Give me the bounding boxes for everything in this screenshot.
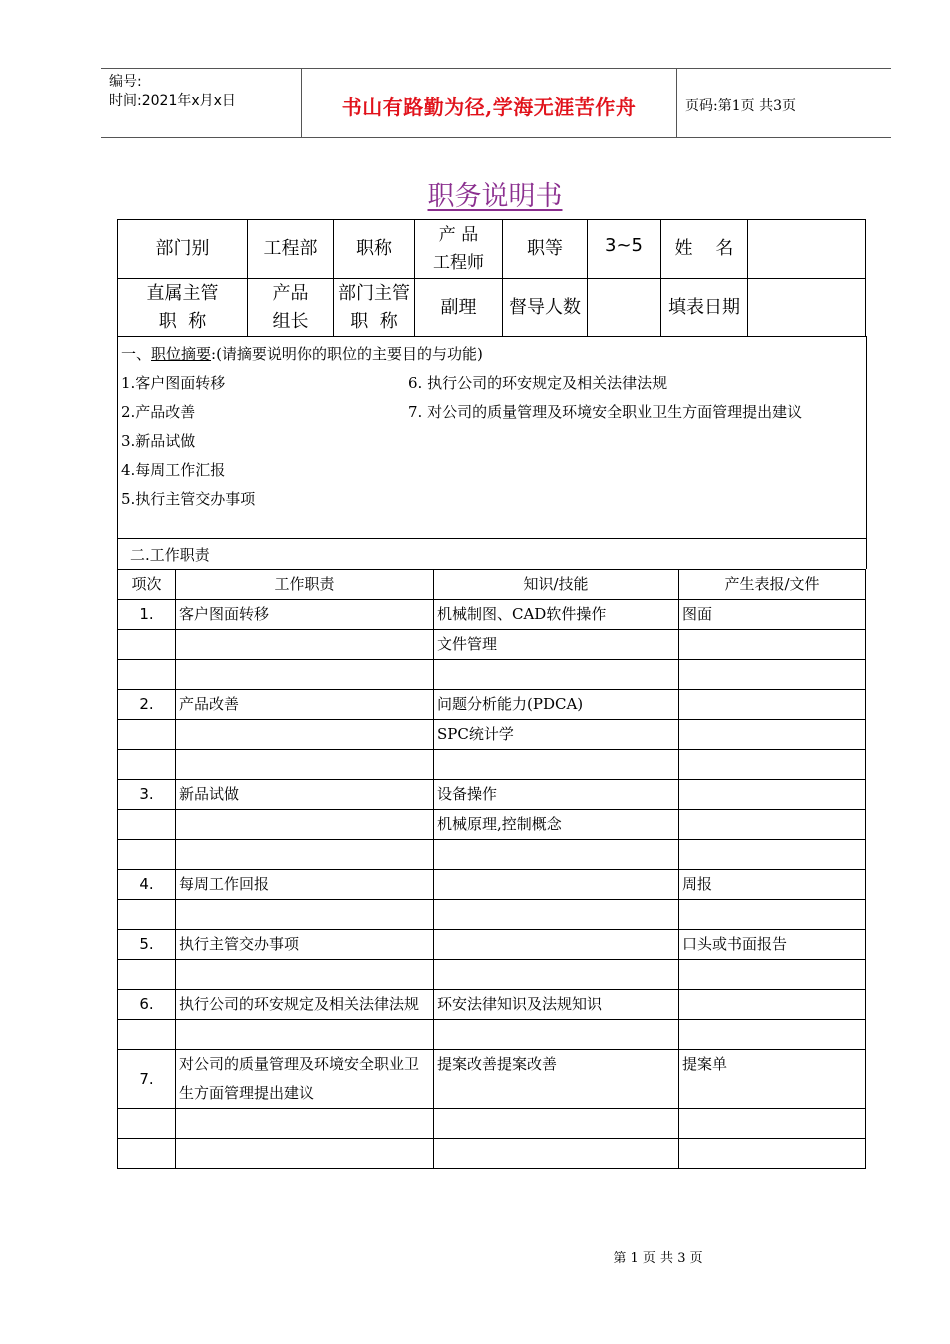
document-text: [679, 810, 866, 840]
skill-text: [434, 840, 679, 870]
document-text: [679, 780, 866, 810]
duty-number-empty: [118, 900, 176, 930]
subordinates-label: 督导人数: [503, 279, 588, 337]
fill-date-label: 填表日期: [661, 279, 748, 337]
summary-item: 1.客户图面转移: [121, 374, 226, 392]
duty-number-empty: [118, 750, 176, 780]
header-motto: 书山有路勤为径,学海无涯苦作舟: [341, 95, 637, 119]
dept-head-title-value: 副理: [415, 279, 503, 337]
duty-number: 2.: [118, 690, 176, 720]
duty-row: [118, 780, 866, 810]
skill-text: [434, 870, 679, 900]
summary-heading: [121, 343, 483, 364]
duty-row: [118, 840, 866, 870]
skill-text: [434, 1109, 679, 1139]
page-header: [101, 68, 891, 138]
duty-row: [118, 660, 866, 690]
skill-text: SPC统计学: [434, 720, 679, 750]
skill-text: [434, 930, 679, 960]
duty-row: [118, 690, 866, 720]
skill-text: 环安法律知识及法规知识: [434, 990, 679, 1020]
skill-text: 提案改善提案改善: [434, 1050, 679, 1109]
duty-row: [118, 960, 866, 990]
document-title: 职务说明书: [427, 181, 563, 212]
duties-heading-text: 二.工作职责: [130, 546, 210, 564]
skill-text: [434, 960, 679, 990]
document-text: [679, 1139, 866, 1169]
duty-number: 7.: [118, 1050, 176, 1109]
name-label: 姓 名: [661, 220, 748, 279]
document-text: 图面: [679, 600, 866, 630]
duties-table: [117, 569, 866, 1169]
duty-number-empty: [118, 1139, 176, 1169]
document-text: [679, 720, 866, 750]
duty-number: 1.: [118, 600, 176, 630]
duty-number-empty: [118, 630, 176, 660]
duty-text: 执行公司的环安规定及相关法律法规: [176, 990, 434, 1020]
duty-row: [118, 720, 866, 750]
name-value: [748, 220, 866, 279]
column-header-skill: 知识/技能: [434, 570, 679, 600]
fill-date-value: [748, 279, 866, 337]
skill-text: 文件管理: [434, 630, 679, 660]
grade-value: 3~5: [588, 220, 661, 279]
document-text: 周报: [679, 870, 866, 900]
header-divider: [676, 69, 677, 137]
duty-number-empty: [118, 660, 176, 690]
document-text: [679, 690, 866, 720]
duty-text: [176, 660, 434, 690]
duty-text: [176, 1020, 434, 1050]
grade-label: 职等: [503, 220, 588, 279]
column-header-duty: 工作职责: [176, 570, 434, 600]
duty-number: 4.: [118, 870, 176, 900]
duty-text: 每周工作回报: [176, 870, 434, 900]
supervisor-title-value: 产品 组长: [248, 279, 334, 337]
document-text: 提案单: [679, 1050, 866, 1109]
skill-text: [434, 750, 679, 780]
job-summary-section: [117, 336, 867, 539]
document-text: [679, 900, 866, 930]
duty-number: 3.: [118, 780, 176, 810]
duty-number-empty: [118, 720, 176, 750]
document-text: [679, 1020, 866, 1050]
duty-text: [176, 810, 434, 840]
summary-heading-suffix: :(请摘要说明你的职位的主要目的与功能): [211, 345, 483, 363]
duty-text: [176, 1109, 434, 1139]
page-footer: 第 1 页 共 3 页: [613, 1251, 703, 1266]
skill-text: [434, 900, 679, 930]
department-label: 部门别: [118, 220, 248, 279]
duties-header-row: [118, 570, 866, 600]
time-label: 时间:2021年x月x日: [109, 93, 236, 109]
duty-text: 客户图面转移: [176, 600, 434, 630]
duty-text: [176, 720, 434, 750]
summary-item: 6. 执行公司的环安规定及相关法律法规: [408, 374, 668, 392]
number-label: 编号:: [109, 74, 142, 90]
duty-row: [118, 750, 866, 780]
summary-item: 4.每周工作汇报: [121, 461, 226, 479]
duty-row: [118, 1020, 866, 1050]
duty-text: [176, 960, 434, 990]
skill-text: [434, 1139, 679, 1169]
summary-item: 5.执行主管交办事项: [121, 490, 256, 508]
duty-row: [118, 1109, 866, 1139]
summary-item: 3.新品试做: [121, 432, 196, 450]
info-row: [118, 220, 866, 279]
duty-text: [176, 630, 434, 660]
duty-text: [176, 840, 434, 870]
duty-row: [118, 930, 866, 960]
skill-text: 设备操作: [434, 780, 679, 810]
supervisor-title-label: 直属主管 职 称: [118, 279, 248, 337]
column-header-document: 产生表报/文件: [679, 570, 866, 600]
info-row: [118, 279, 866, 337]
skill-text: [434, 1020, 679, 1050]
header-page-info: 页码:第1页 共3页: [685, 98, 796, 114]
duty-text: 产品改善: [176, 690, 434, 720]
document-text: [679, 840, 866, 870]
header-divider: [301, 69, 302, 137]
duty-text: 对公司的质量管理及环境安全职业卫生方面管理提出建议: [176, 1050, 434, 1109]
duty-text: 新品试做: [176, 780, 434, 810]
duty-row: [118, 1050, 866, 1109]
duty-row: [118, 870, 866, 900]
summary-item: 2.产品改善: [121, 403, 196, 421]
summary-item: 7. 对公司的质量管理及环境安全职业卫生方面管理提出建议: [408, 403, 803, 421]
department-value: 工程部: [248, 220, 334, 279]
column-header-item: 项次: [118, 570, 176, 600]
summary-heading-prefix: 一、: [121, 345, 152, 363]
document-text: [679, 990, 866, 1020]
header-meta: [109, 73, 236, 111]
document-text: 口头或书面报告: [679, 930, 866, 960]
duty-row: [118, 810, 866, 840]
dept-head-title-label: 部门主管 职 称: [334, 279, 415, 337]
duty-row: [118, 630, 866, 660]
job-info-table: [117, 219, 866, 337]
duty-row: [118, 600, 866, 630]
duty-number-empty: [118, 840, 176, 870]
job-title-label: 职称: [334, 220, 415, 279]
duty-number-empty: [118, 1109, 176, 1139]
duty-text: [176, 900, 434, 930]
duty-number-empty: [118, 1020, 176, 1050]
skill-text: 机械制图、CAD软件操作: [434, 600, 679, 630]
duty-row: [118, 990, 866, 1020]
summary-heading-main: 职位摘要: [151, 345, 212, 363]
duty-text: [176, 1139, 434, 1169]
duty-number-empty: [118, 810, 176, 840]
duty-text: 执行主管交办事项: [176, 930, 434, 960]
duty-number: 5.: [118, 930, 176, 960]
duties-section-heading: [117, 538, 867, 569]
document-text: [679, 1109, 866, 1139]
duty-text: [176, 750, 434, 780]
duty-row: [118, 900, 866, 930]
document-text: [679, 750, 866, 780]
subordinates-value: [588, 279, 661, 337]
duty-number: 6.: [118, 990, 176, 1020]
skill-text: 问题分析能力(PDCA): [434, 690, 679, 720]
job-title-value: 产 品 工程师: [415, 220, 503, 279]
duty-number-empty: [118, 960, 176, 990]
document-text: [679, 960, 866, 990]
skill-text: [434, 660, 679, 690]
document-text: [679, 660, 866, 690]
document-text: [679, 630, 866, 660]
skill-text: 机械原理,控制概念: [434, 810, 679, 840]
duty-row: [118, 1139, 866, 1169]
